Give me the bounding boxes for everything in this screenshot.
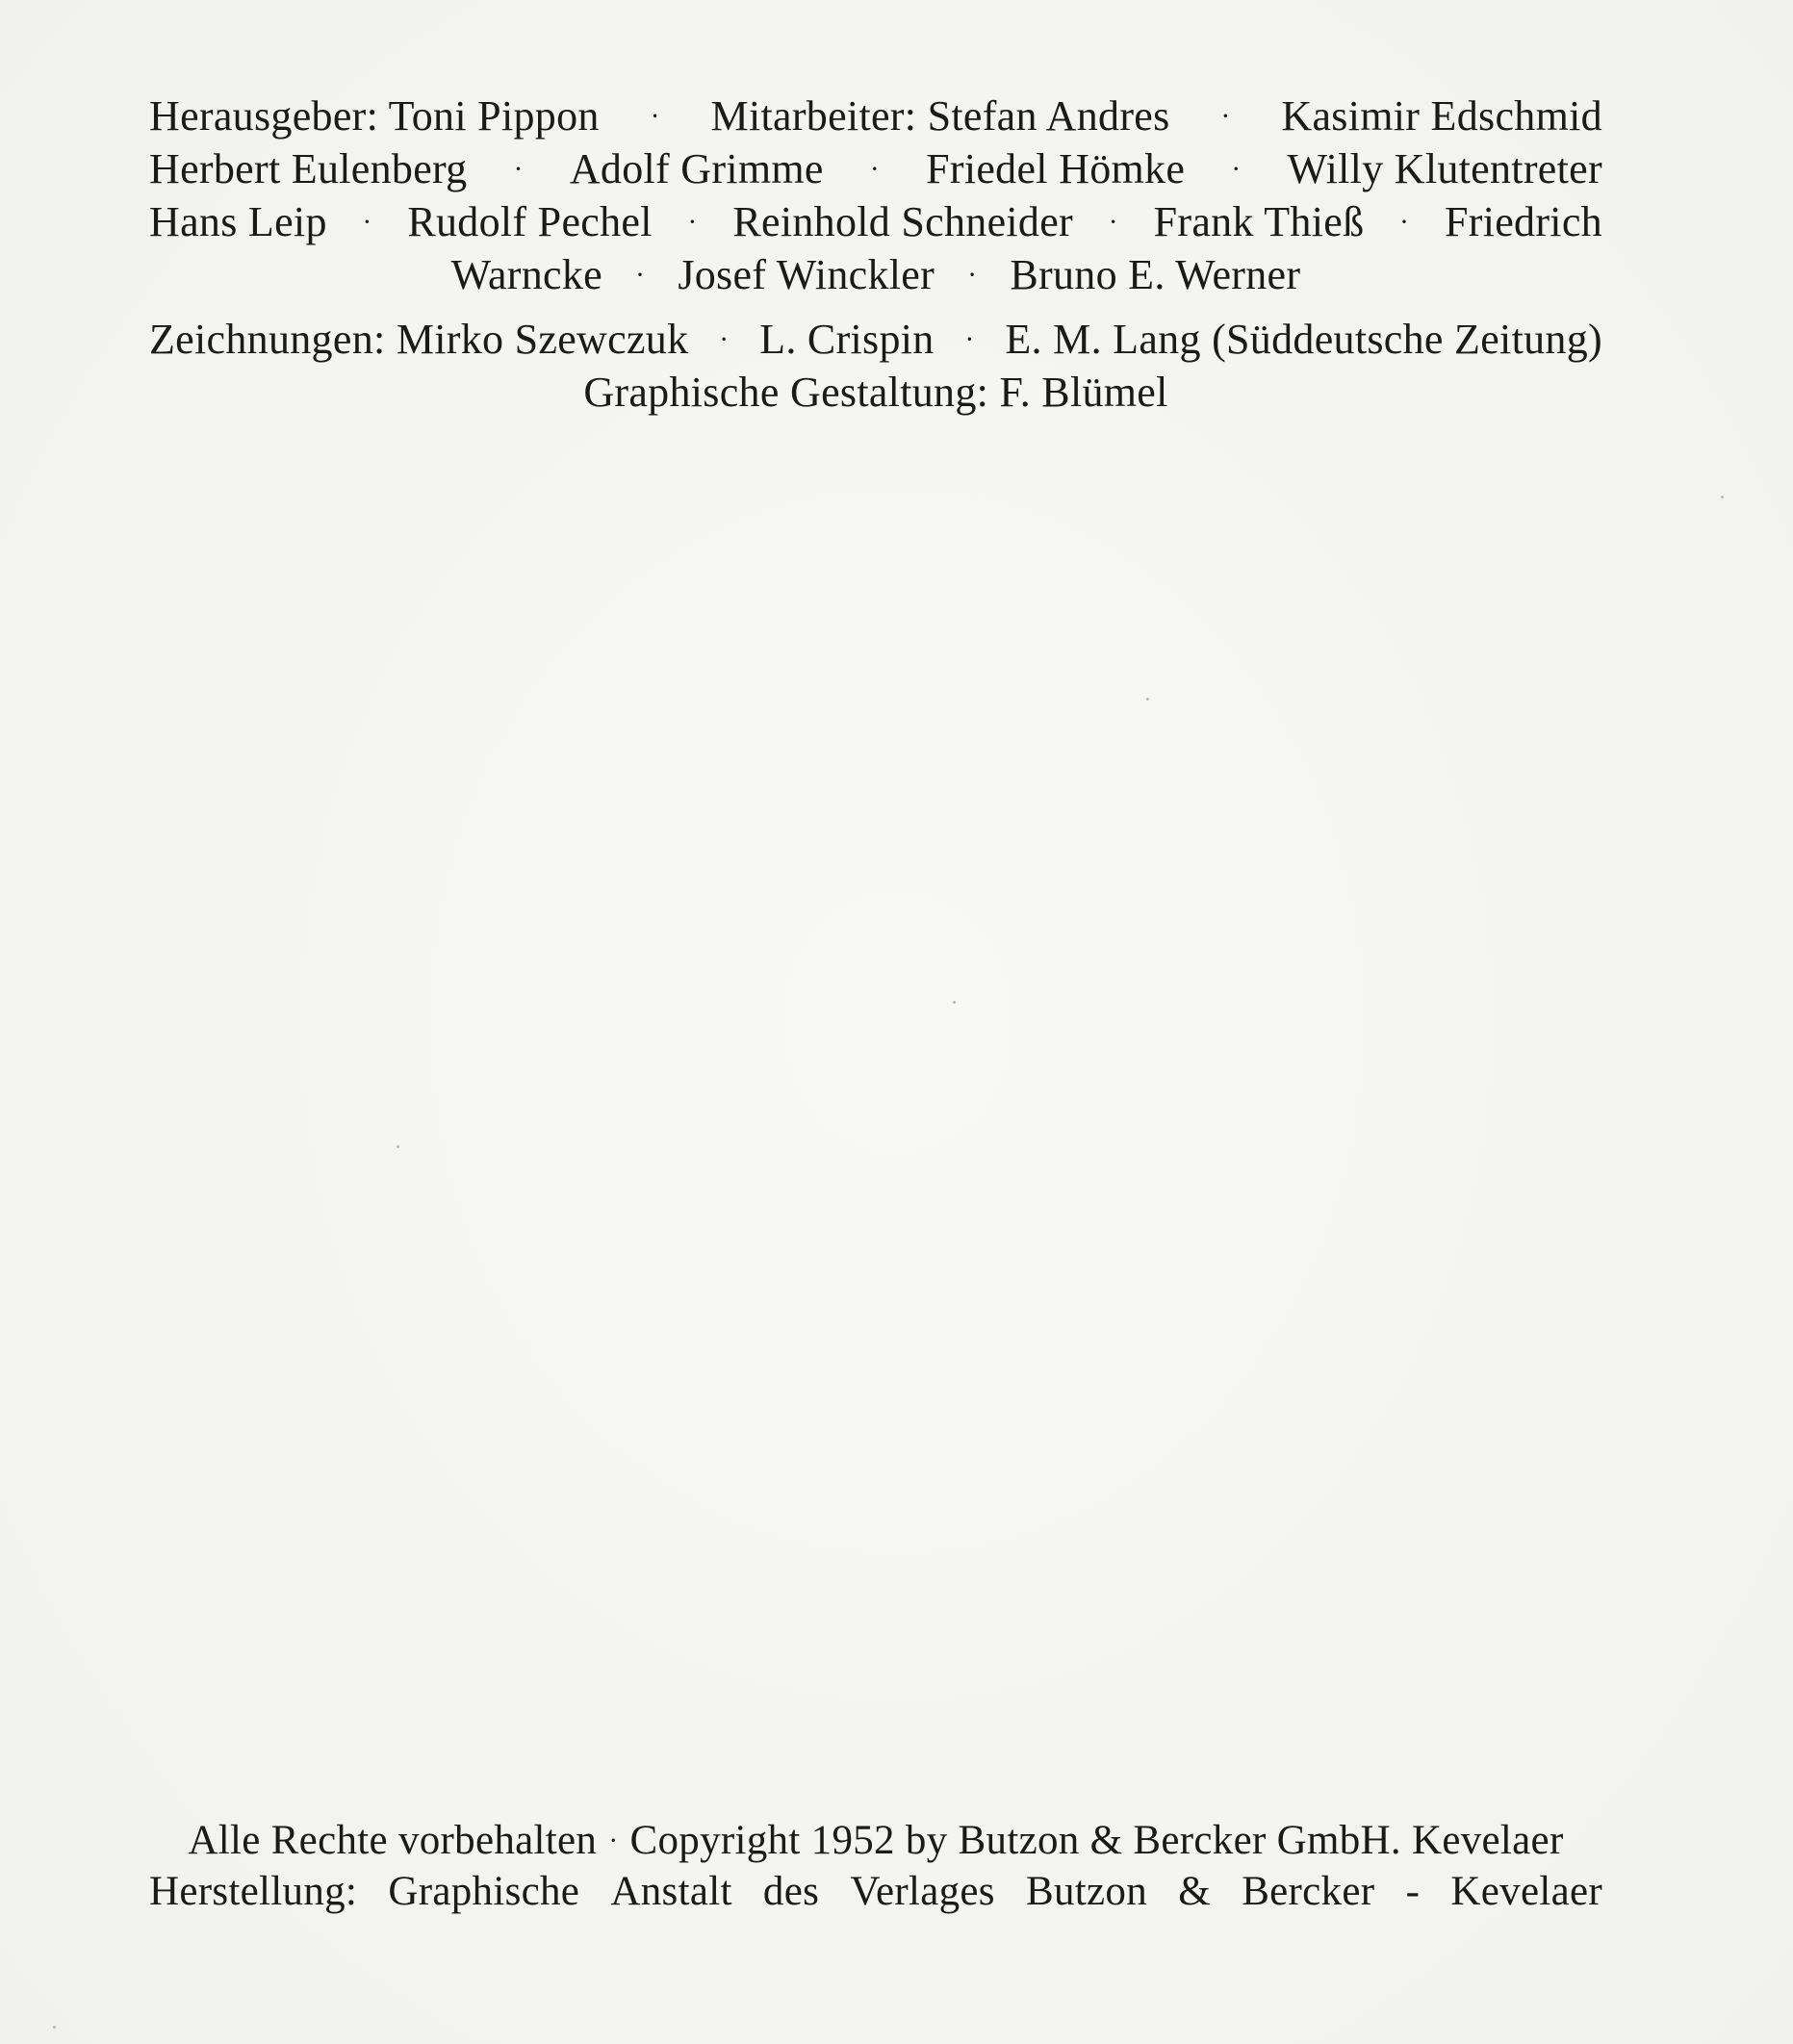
illustrator-name: L. Crispin xyxy=(759,316,935,363)
separator-dot: · xyxy=(513,153,524,185)
contributor-name: Hans Leip xyxy=(149,198,327,245)
contributors-line-3 xyxy=(149,195,1602,248)
contributor-name: Rudolf Pechel xyxy=(407,198,653,245)
contributor-name: Warncke xyxy=(450,251,603,298)
separator-dot: · xyxy=(869,153,881,185)
contributor-name: Friedel Hömke xyxy=(926,145,1186,192)
contributor-name: Friedrich xyxy=(1444,198,1602,245)
contributor-name: Herbert Eulenberg xyxy=(149,145,468,192)
paper-speck xyxy=(1146,698,1149,701)
drawings-block xyxy=(149,313,1602,419)
contributor-name: Adolf Grimme xyxy=(569,145,824,192)
separator-dot: · xyxy=(1231,153,1242,185)
production-word: Anstalt xyxy=(610,1869,732,1914)
contributor-name: Frank Thieß xyxy=(1153,198,1365,245)
paper-speck xyxy=(397,1145,399,1148)
separator-dot: · xyxy=(687,206,698,238)
drawings-line-1 xyxy=(149,313,1602,366)
separator-dot: · xyxy=(362,206,372,238)
drawings-line-2 xyxy=(149,366,1602,419)
production-word: - xyxy=(1405,1869,1421,1914)
graphic-design-credit: Graphische Gestaltung: F. Blümel xyxy=(583,369,1168,416)
production-word: Kevelaer xyxy=(1450,1869,1602,1914)
contributor-name: Kasimir Edschmid xyxy=(1281,92,1602,140)
copyright-text: Copyright 1952 by Butzon & Bercker GmbH. Kevelaer xyxy=(629,1818,1564,1863)
contributors-line-1 xyxy=(149,89,1602,142)
separator-dot: · xyxy=(635,259,646,291)
production-word: Herstellung: xyxy=(149,1869,358,1914)
paper-speck xyxy=(953,1001,956,1004)
contributors-line-4 xyxy=(149,248,1602,301)
separator-dot: · xyxy=(650,100,660,132)
paper-speck xyxy=(1721,496,1724,498)
production-word: Bercker xyxy=(1242,1869,1375,1914)
production-word: Verlages xyxy=(850,1869,995,1914)
separator-dot: · xyxy=(719,323,730,355)
rights-line xyxy=(149,1815,1602,1866)
separator-dot: · xyxy=(608,1825,619,1856)
production-word: Butzon xyxy=(1026,1869,1148,1914)
contributors-block xyxy=(149,89,1602,301)
production-word: & xyxy=(1178,1869,1211,1914)
illustrator-name: E. M. Lang (Süddeutsche Zeitung) xyxy=(1005,316,1602,363)
separator-dot: · xyxy=(964,323,975,355)
editor-credit: Herausgeber: Toni Pippon xyxy=(149,92,600,140)
rights-reserved-text: Alle Rechte vorbehalten xyxy=(188,1818,598,1863)
production-word: des xyxy=(762,1869,820,1914)
separator-dot: · xyxy=(1399,206,1410,238)
production-word: Graphische xyxy=(388,1869,580,1914)
separator-dot: · xyxy=(1220,100,1231,132)
imprint-footer xyxy=(149,1815,1602,1917)
paper-speck xyxy=(53,2026,56,2029)
collaborators-credit: Mitarbeiter: Stefan Andres xyxy=(710,92,1170,140)
drawings-credit: Zeichnungen: Mirko Szewczuk xyxy=(149,316,689,363)
contributor-name: Reinhold Schneider xyxy=(732,198,1074,245)
contributor-name: Josef Winckler xyxy=(678,251,935,298)
separator-dot: · xyxy=(1108,206,1118,238)
contributor-name: Bruno E. Werner xyxy=(1010,251,1301,298)
contributor-name: Willy Klutentreter xyxy=(1287,145,1602,192)
production-line xyxy=(149,1866,1602,1917)
separator-dot: · xyxy=(967,259,978,291)
contributors-line-2 xyxy=(149,142,1602,195)
